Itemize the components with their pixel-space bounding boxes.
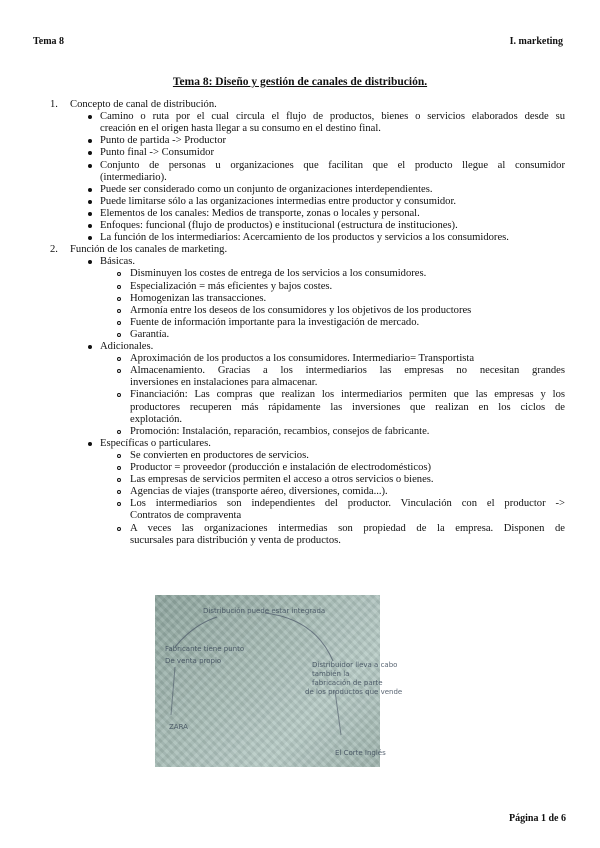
bullet-icon xyxy=(88,139,92,143)
list-item-line: creación en el origen hasta llegar a su consumo en el destino final. xyxy=(100,123,381,135)
sub-item-line: Homogenizan las transacciones. xyxy=(130,292,267,304)
page-number: Página 1 de 6 xyxy=(509,813,566,824)
bullet-icon xyxy=(88,115,92,119)
list-item-line: La función de los intermediarios: Acercamiento de los productos y servicios a los consumidores. xyxy=(100,232,509,244)
sub-item-line: Garantía. xyxy=(130,328,170,340)
list-item-line: Elementos de los canales: Medios de transporte, zonas o locales y personal. xyxy=(100,207,420,219)
sub-item-line: Disminuyen los costes de entrega de los servicios a los consumidores. xyxy=(130,268,427,280)
sub-item-line: Productor = proveedor (producción e instalación de electrodomésticos) xyxy=(130,462,432,473)
photo-label-right-1: Distribuidor lleva a cabo xyxy=(312,661,398,669)
sub-item-line: Fuente de información importante para la investigación de mercado. xyxy=(130,316,420,328)
section-number: 1. xyxy=(50,99,58,110)
list-item-line: Camino o ruta por el cual circula el flujo de productos, bienes o servicios elaborados desde su xyxy=(100,111,565,123)
circle-bullet-icon xyxy=(117,527,121,531)
bullet-icon xyxy=(88,442,92,446)
list-item-line: Puede ser considerado como un conjunto de organizaciones interdependientes. xyxy=(100,183,433,195)
list-item-line: Puede limitarse sólo a las organizaciones intermedias entre productor y consumidor. xyxy=(100,195,457,207)
circle-bullet-icon xyxy=(117,478,121,482)
group-label: Específicas o particulares. xyxy=(100,437,211,449)
photo-label-left-2: De venta propio xyxy=(165,657,222,665)
header-left: Tema 8 xyxy=(33,36,65,47)
group-label: Adicionales. xyxy=(100,341,154,352)
circle-bullet-icon xyxy=(117,333,121,337)
photo-label-right-4: de los productos que vende xyxy=(305,688,403,696)
circle-bullet-icon xyxy=(117,357,121,361)
bullet-icon xyxy=(88,200,92,204)
section-heading: Función de los canales de marketing. xyxy=(70,244,228,256)
sub-item-line: Aproximación de los productos a los consumidores. Intermediario= Transportista xyxy=(130,353,475,365)
sub-item-line: Almacenamiento. Gracias a los intermediarios las empresas no necesitan grandes xyxy=(130,365,565,377)
sub-item-line: productores recuperen más rápidamente las inversiones que realizan en los ciclos de xyxy=(130,401,565,413)
section-heading: Concepto de canal de distribución. xyxy=(70,99,217,110)
sub-item-line: explotación. xyxy=(130,413,183,425)
sub-item-line: Financiación: Las compras que realizan los intermediarios permiten que las empresas y los xyxy=(130,389,565,401)
circle-bullet-icon xyxy=(117,369,121,373)
bullet-icon xyxy=(88,164,92,168)
sub-item-line: inversiones en instalaciones para almacenar. xyxy=(130,377,318,389)
header-right: I. marketing xyxy=(509,36,563,47)
bullet-icon xyxy=(88,151,92,155)
document-title: Tema 8: Diseño y gestión de canales de distribución. xyxy=(172,76,428,88)
photo-label-top: Distribución puede estar integrada xyxy=(203,607,326,615)
circle-bullet-icon xyxy=(117,309,121,313)
diagram-photo xyxy=(155,595,403,767)
sub-item-line: Agencias de viajes (transporte aéreo, diversiones, comida...). xyxy=(130,486,388,498)
circle-bullet-icon xyxy=(117,466,121,470)
circle-bullet-icon xyxy=(117,502,121,506)
circle-bullet-icon xyxy=(117,285,121,289)
sub-item-line: Las empresas de servicios permiten el acceso a otros servicios o bienes. xyxy=(130,474,434,486)
photo-label-zara: ZARA xyxy=(169,723,188,731)
photo-label-left-1: Fabricante tiene punto xyxy=(165,645,245,653)
circle-bullet-icon xyxy=(117,297,121,301)
list-item-line: Conjunto de personas u organizaciones que facilitan que el producto llegue al consumidor xyxy=(100,159,565,171)
sub-item-line: A veces las organizaciones intermedias son propiedad de la empresa. Disponen de xyxy=(130,522,565,534)
circle-bullet-icon xyxy=(117,454,121,458)
sub-item-line: Especialización = más eficientes y bajos costes. xyxy=(130,280,333,292)
circle-bullet-icon xyxy=(117,393,121,397)
circle-bullet-icon xyxy=(117,272,121,276)
bullet-icon xyxy=(88,188,92,192)
bullet-icon xyxy=(88,212,92,216)
photo-label-right-3: fabricación de parte xyxy=(312,679,383,687)
circle-bullet-icon xyxy=(117,430,121,434)
bullet-icon xyxy=(88,236,92,240)
group-label: Básicas. xyxy=(100,256,136,268)
photo-label-right-2: también la xyxy=(312,670,350,678)
section-number: 2. xyxy=(50,244,58,256)
sub-item-line: Promoción: Instalación, reparación, recambios, consejos de fabricante. xyxy=(130,425,430,437)
list-item-line: Punto de partida -> Productor xyxy=(100,135,227,147)
list-item-line: Enfoques: funcional (flujo de productos) e institucional (estructura de instituciones). xyxy=(100,220,458,231)
sub-item-line: Se convierten en productores de servicios. xyxy=(130,449,309,461)
sub-item-line: Contratos de compraventa xyxy=(130,510,242,522)
sub-item-line: Armonía entre los deseos de los consumidores y los objetivos de los productores xyxy=(130,304,472,316)
bullet-icon xyxy=(88,224,92,228)
photo-label-corte-ingles: El Corte Inglés xyxy=(335,749,386,757)
circle-bullet-icon xyxy=(117,321,121,325)
bullet-icon xyxy=(88,260,92,264)
sub-item-line: sucursales para distribución y venta de productos. xyxy=(130,534,341,546)
list-item-line: Punto final -> Consumidor xyxy=(100,147,214,159)
bullet-icon xyxy=(88,345,92,349)
circle-bullet-icon xyxy=(117,490,121,494)
sub-item-line: Los intermediarios son independientes del productor. Vinculación con el productor -> xyxy=(130,498,565,510)
list-item-line: (intermediario). xyxy=(100,171,167,183)
